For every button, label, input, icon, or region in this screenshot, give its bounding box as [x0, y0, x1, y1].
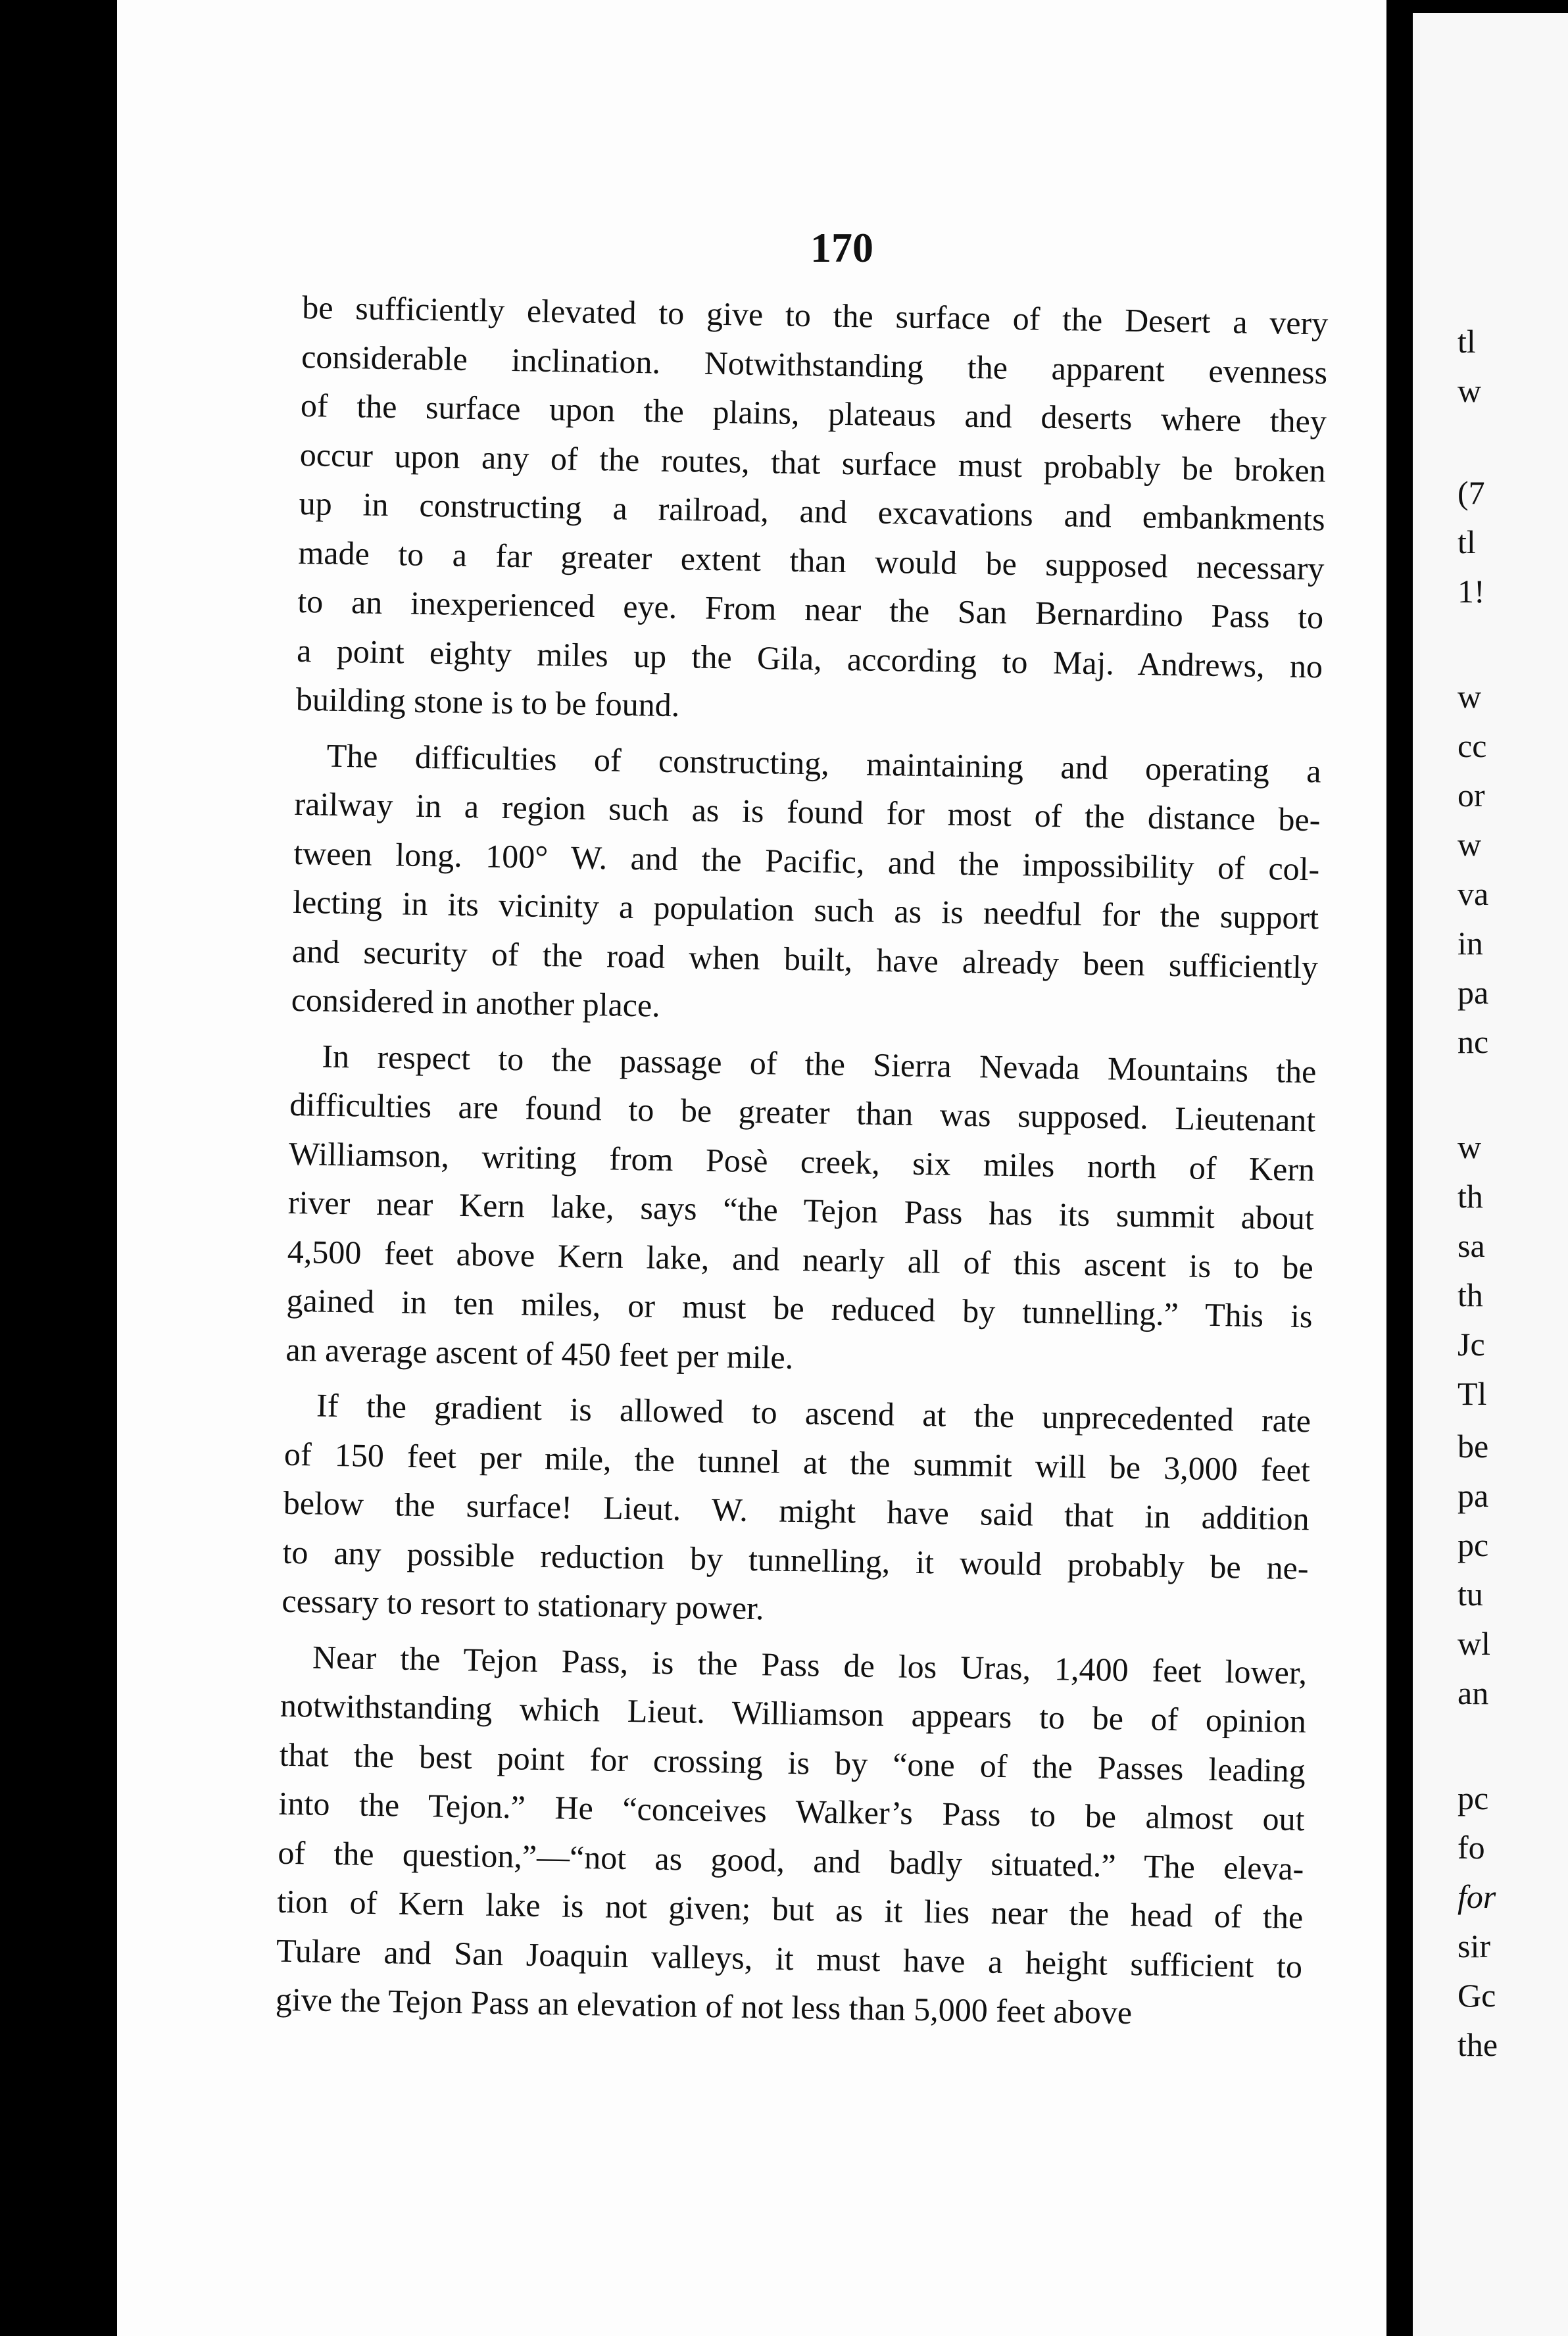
- text-line: 4,500 feet above Kern lake, and nearly all of this ascent is to be: [287, 1232, 1314, 1286]
- text-line: of the surface upon the plains, plateaus and deserts where they: [300, 386, 1327, 440]
- facing-text-fragment: nc: [1458, 1023, 1489, 1060]
- text-line: difficulties are found to be greater than was supposed. Lieutenant: [289, 1085, 1316, 1139]
- facing-text-fragment: cc: [1458, 727, 1487, 764]
- text-line: a point eighty miles up the Gila, according to Maj. Andrews, no: [296, 631, 1323, 685]
- text-line: an average ascent of 450 feet per mile.: [285, 1330, 794, 1376]
- text-line: occur upon any of the routes, that surface must probably be broken: [299, 435, 1327, 489]
- text-line: building stone is to be found.: [295, 680, 680, 724]
- text-line: give the Tejon Pass an elevation of not less than 5,000 feet above: [275, 1980, 1133, 2032]
- text-line: considered in another place.: [291, 981, 661, 1024]
- text-line: The difficulties of constructing, maintaining and operating a: [326, 737, 1321, 789]
- text-line: lecting in its vicinity a population such as is needful for the support: [292, 883, 1319, 937]
- facing-text-fragment: pc: [1458, 1780, 1489, 1816]
- facing-text-fragment: pa: [1458, 1477, 1489, 1514]
- text-line: below the surface! Lieut. W. might have said that in addition: [283, 1484, 1310, 1538]
- facing-text-fragment: tl: [1458, 523, 1476, 560]
- facing-text-fragment: Gc: [1458, 1977, 1496, 2014]
- facing-text-fragment: 1!: [1458, 573, 1485, 610]
- facing-text-fragment: w: [1458, 1129, 1482, 1165]
- text-line: considerable inclination. Notwithstanding the apparent evenness: [301, 337, 1328, 391]
- facing-text-fragment: pa: [1458, 974, 1489, 1011]
- facing-text-fragment: Tl: [1458, 1375, 1487, 1412]
- text-line: that the best point for crossing is by “one of the Passes leading: [279, 1736, 1306, 1789]
- text-line: to an inexperienced eye. From near the San Bernardino Pass to: [297, 582, 1324, 636]
- facing-text-fragment: tl: [1458, 323, 1476, 360]
- facing-text-fragment: Jc: [1458, 1326, 1485, 1363]
- text-line: Near the Tejon Pass, is the Pass de los Uras, 1,400 feet lower,: [312, 1638, 1308, 1691]
- text-line: into the Tejon.” He “conceives Walker’s Pass to be almost out: [278, 1784, 1305, 1838]
- facing-page: [1413, 13, 1568, 2336]
- text-line: cessary to resort to stationary power.: [282, 1582, 765, 1627]
- facing-text-fragment: (7: [1458, 474, 1485, 511]
- paragraph: [285, 1031, 1317, 1390]
- facing-text-fragment: the: [1458, 2026, 1498, 2063]
- facing-text-fragment: sir: [1458, 1928, 1490, 1964]
- text-line: railway in a region such as is found for most of the distance be-: [294, 785, 1321, 839]
- facing-text-fragment: pc: [1458, 1526, 1489, 1563]
- paragraph: [282, 1380, 1311, 1642]
- paragraph: [275, 1632, 1307, 2039]
- facing-text-fragment: an: [1458, 1674, 1489, 1711]
- text-line: tween long. 100° W. and the Pacific, and the impossibility of col-: [293, 834, 1320, 887]
- text-line: to any possible reduction by tunnelling, it would probably be ne-: [282, 1533, 1309, 1586]
- paragraph: [295, 283, 1328, 740]
- page-gutter-shadow: [1386, 0, 1413, 2336]
- facing-text-fragment: th: [1458, 1277, 1483, 1313]
- facing-text-fragment: be: [1458, 1428, 1489, 1465]
- facing-text-fragment: w: [1458, 372, 1482, 409]
- facing-text-fragment: va: [1458, 875, 1489, 912]
- text-line: gained in ten miles, or must be reduced by tunnelling.” This is: [286, 1281, 1313, 1335]
- text-line: made to a far greater extent than would be supposed necessary: [298, 533, 1325, 587]
- text-line: Tulare and San Joaquin valleys, it must have a height sufficient to: [276, 1932, 1303, 1985]
- text-line: river near Kern lake, says “the Tejon Pass has its summit about: [287, 1183, 1315, 1237]
- text-line: and security of the road when built, have already been sufficiently: [291, 932, 1319, 985]
- facing-text-fragment: wl: [1458, 1625, 1490, 1662]
- text-line: notwithstanding which Lieut. Williamson appears to be of opinion: [280, 1686, 1307, 1740]
- text-line: If the gradient is allowed to ascend at the unprecedented rate: [316, 1386, 1311, 1440]
- body-text: [275, 283, 1329, 2047]
- facing-text-fragment: tu: [1458, 1576, 1483, 1613]
- text-line: Williamson, writing from Posè creek, six miles north of Kern: [288, 1134, 1315, 1188]
- text-line: be sufficiently elevated to give to the surface of the Desert a very: [301, 288, 1329, 342]
- paragraph: [291, 730, 1321, 1040]
- page-number: 170: [810, 224, 873, 271]
- facing-text-fragment: for: [1458, 1878, 1496, 1915]
- facing-text-fragment: sa: [1458, 1227, 1485, 1264]
- text-line: tion of Kern lake is not given; but as it lies near the head of the: [276, 1882, 1304, 1936]
- text-line: In respect to the passage of the Sierra Nevada Mountains the: [322, 1037, 1317, 1090]
- facing-text-fragment: or: [1458, 777, 1485, 814]
- text-line: of the question,”—“not as good, and badly situated.” The eleva-: [278, 1834, 1304, 1887]
- facing-text-fragment: th: [1458, 1178, 1483, 1215]
- facing-text-fragment: in: [1458, 925, 1483, 961]
- text-line: up in constructing a railroad, and excavations and embankments: [299, 484, 1325, 538]
- text-line: of 150 feet per mile, the tunnel at the summit will be 3,000 feet: [283, 1435, 1311, 1488]
- facing-text-fragment: fo: [1458, 1829, 1485, 1866]
- facing-text-fragment: w: [1458, 678, 1482, 715]
- facing-text-fragment: w: [1458, 826, 1482, 863]
